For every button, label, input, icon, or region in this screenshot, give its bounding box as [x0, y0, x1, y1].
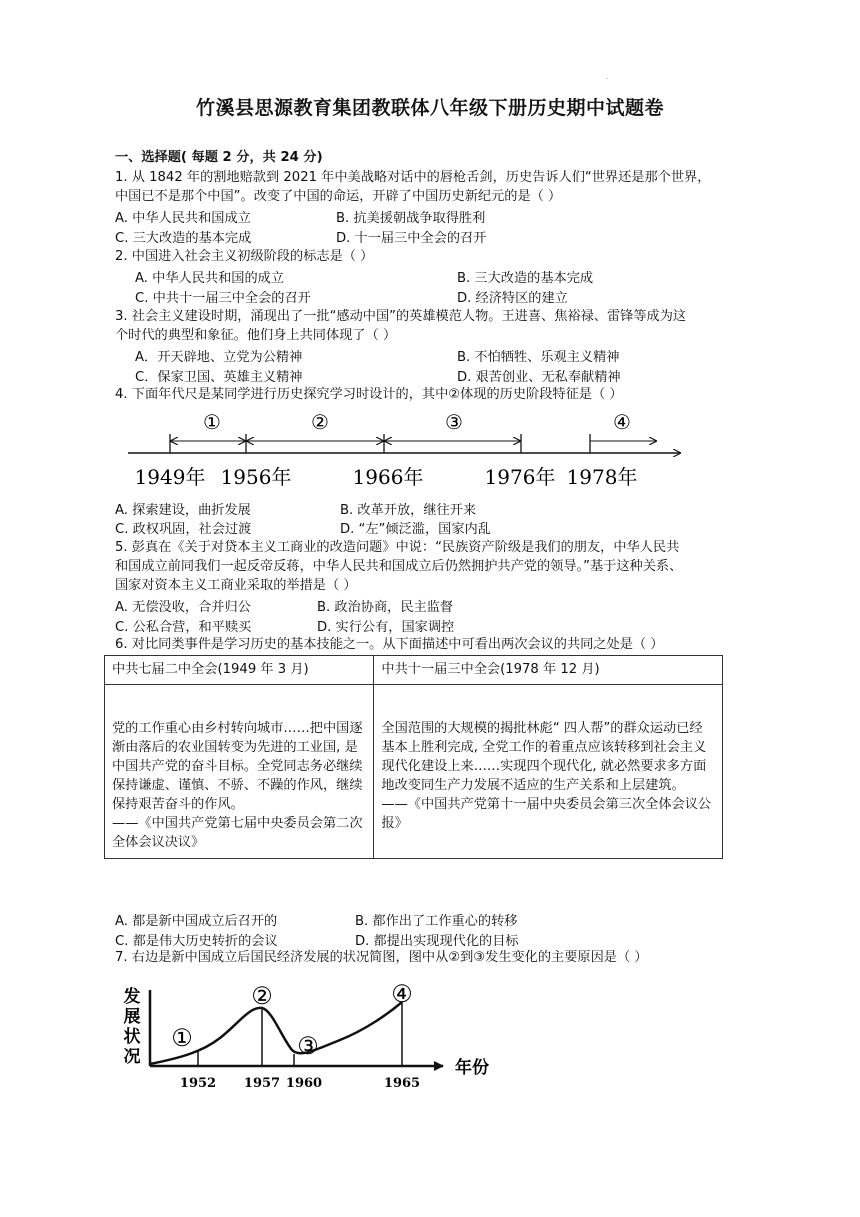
- q2-option-c: C. 中共十一届三中全会的召开: [135, 291, 311, 306]
- q5-option-b: B. 政治协商，民主监督: [317, 600, 454, 615]
- scan-dot: .: [606, 72, 609, 81]
- q3-line2: 个时代的典型和象征。他们身上共同体现了（ ）: [115, 328, 397, 343]
- graph-year-1957: 1957: [243, 1076, 281, 1091]
- q4-line1: 4. 下面年代尺是某同学进行历史探究学习时设计的，其中②体现的历史阶段特征是（ ）: [115, 387, 623, 402]
- q6-option-c: C. 都是伟大历史转折的会议: [115, 934, 278, 949]
- q1-line1: 1. 从 1842 年的割地赔款到 2021 年中美战略对话中的唇枪舌剑，历史告诉人们“世界还是那个世界，: [115, 170, 711, 185]
- graph-year-1952: 1952: [179, 1076, 217, 1091]
- q1-option-b: B. 抗美援朝战争取得胜利: [336, 211, 486, 226]
- q3-line1: 3. 社会主义建设时期，涌现出了一批“感动中国”的英雄模范人物。王进喜、焦裕禄、雷锋等成为这: [115, 309, 687, 324]
- timeline-figure: [128, 408, 688, 492]
- q5-line2: 和国成立前同我们一起反帝反蒋，中华人民共和国成立后仍然拥护共产党的领导。”基于这种关系、: [115, 559, 683, 574]
- q2-option-a: A. 中华人民共和国的成立: [135, 271, 285, 286]
- graph-year-1965: 1965: [383, 1076, 421, 1091]
- graph-point-3: ③: [297, 1032, 319, 1060]
- graph-ylabel-2: 展: [123, 1007, 141, 1027]
- q3-option-a: A．开天辟地、立党为公精神: [135, 350, 303, 365]
- table-cell-left: [105, 685, 374, 859]
- q5-option-c: C. 公私合营，和平赎买: [115, 620, 252, 635]
- q6-option-a: A. 都是新中国成立后召开的: [115, 914, 278, 929]
- timeline-year-1956: 1956年: [220, 465, 292, 489]
- table-header-right: 中共十一届三中全会(1978 年 12 月): [374, 656, 723, 685]
- timeline-year-1976: 1976年: [484, 465, 556, 489]
- q4-option-b: B. 改革开放，继往开来: [340, 503, 477, 518]
- q3-option-b: B. 不怕牺牲、乐观主义精神: [457, 350, 620, 365]
- timeline-label-2: ②: [311, 410, 329, 434]
- timeline-label-1: ①: [203, 410, 221, 434]
- q1-line2: 中国已不是那个中国”。改变了中国的命运，开辟了中国历史新纪元的是（ ）: [115, 189, 562, 204]
- q2-line1: 2. 中国进入社会主义初级阶段的标志是（ ）: [115, 249, 374, 264]
- table-cell-right-source: ——《中国共产党第十一届中央委员会第三次全体会议公报》: [381, 797, 712, 831]
- timeline-label-4: ④: [613, 410, 631, 434]
- graph-ylabel-1: 发: [123, 987, 141, 1007]
- graph-ylabel-4: 况: [123, 1047, 141, 1067]
- timeline-label-3: ③: [445, 410, 463, 434]
- q4-option-d: D. “左”倾泛滥，国家内乱: [340, 522, 491, 537]
- graph-point-4: ④: [391, 980, 413, 1008]
- graph-year-1960: 1960: [285, 1076, 323, 1091]
- timeline-year-1978: 1978年: [566, 465, 638, 489]
- q3-option-d: D. 艰苦创业、无私奉献精神: [457, 370, 621, 385]
- timeline-year-1949: 1949年: [134, 465, 206, 489]
- q5-option-d: D. 实行公有，国家调控: [317, 620, 455, 635]
- q6-option-d: D. 都提出实现现代化的目标: [355, 934, 519, 949]
- q6-line1: 6. 对比同类事件是学习历史的基本技能之一。从下面描述中可看出两次会议的共同之处是（ ）: [115, 637, 664, 652]
- table-header-left: 中共七届二中全会(1949 年 3 月): [105, 656, 374, 685]
- q5-option-a: A. 无偿没收，合并归公: [115, 600, 251, 615]
- table-cell-right-text: 全国范围的大规模的揭批林彪“ 四人帮”的群众运动已经基本上胜利完成, 全党工作的着重点应该转移到社会主义现代化建设上来……实现四个现代化, 就必然要求多方面地改变同生产力发展不适应的生产关系和上层建筑。: [381, 721, 707, 793]
- table-cell-left-text: 党的工作重心由乡村转向城市……把中国逐渐由落后的农业国转变为先进的工业国, 是中国共产党的奋斗目标。全党同志务必继续保持谦虚、谨慎、不骄、不躁的作风，继续保持艰苦奋斗的作风。: [112, 721, 363, 812]
- q5-line3: 国家对资本主义工商业采取的举措是（ ）: [115, 578, 357, 593]
- graph-point-1: ①: [171, 1024, 193, 1052]
- q2-option-b: B. 三大改造的基本完成: [457, 271, 594, 286]
- graph-point-2: ②: [251, 982, 273, 1010]
- economy-graph: [110, 978, 510, 1096]
- q2-option-d: D. 经济特区的建立: [457, 291, 568, 306]
- q5-line1: 5. 彭真在《关于对贷本主义工商业的改造问题》中说：“民族资产阶级是我们的朋友，中华人民共: [115, 540, 680, 555]
- q4-option-a: A. 探索建设，曲折发展: [115, 503, 251, 518]
- table-cell-right: [374, 685, 723, 859]
- table-cell-left-source: ——《中国共产党第七届中央委员会第二次全体会议决议》: [112, 816, 363, 850]
- q1-option-a: A. 中华人民共和国成立: [115, 211, 251, 226]
- graph-ylabel-3: 状: [123, 1027, 141, 1047]
- q7-line1: 7. 右边是新中国成立后国民经济发展的状况简图，图中从②到③发生变化的主要原因是（ ）: [115, 950, 648, 965]
- q6-option-b: B. 都作出了工作重心的转移: [355, 914, 518, 929]
- page-title: 竹溪县思源教育集团教联体八年级下册历史期中试题卷: [195, 97, 664, 119]
- comparison-table: [104, 655, 723, 859]
- q1-option-c: C. 三大改造的基本完成: [115, 231, 252, 246]
- q1-option-d: D. 十一届三中全会的召开: [336, 231, 487, 246]
- graph-xlabel: 年份: [455, 1058, 489, 1078]
- q3-option-c: C．保家卫国、英雄主义精神: [135, 370, 303, 385]
- q4-option-c: C. 政权巩固，社会过渡: [115, 522, 252, 537]
- section-heading: 一、选择题( 每题 2 分，共 24 分): [115, 150, 323, 165]
- timeline-year-1966: 1966年: [352, 465, 424, 489]
